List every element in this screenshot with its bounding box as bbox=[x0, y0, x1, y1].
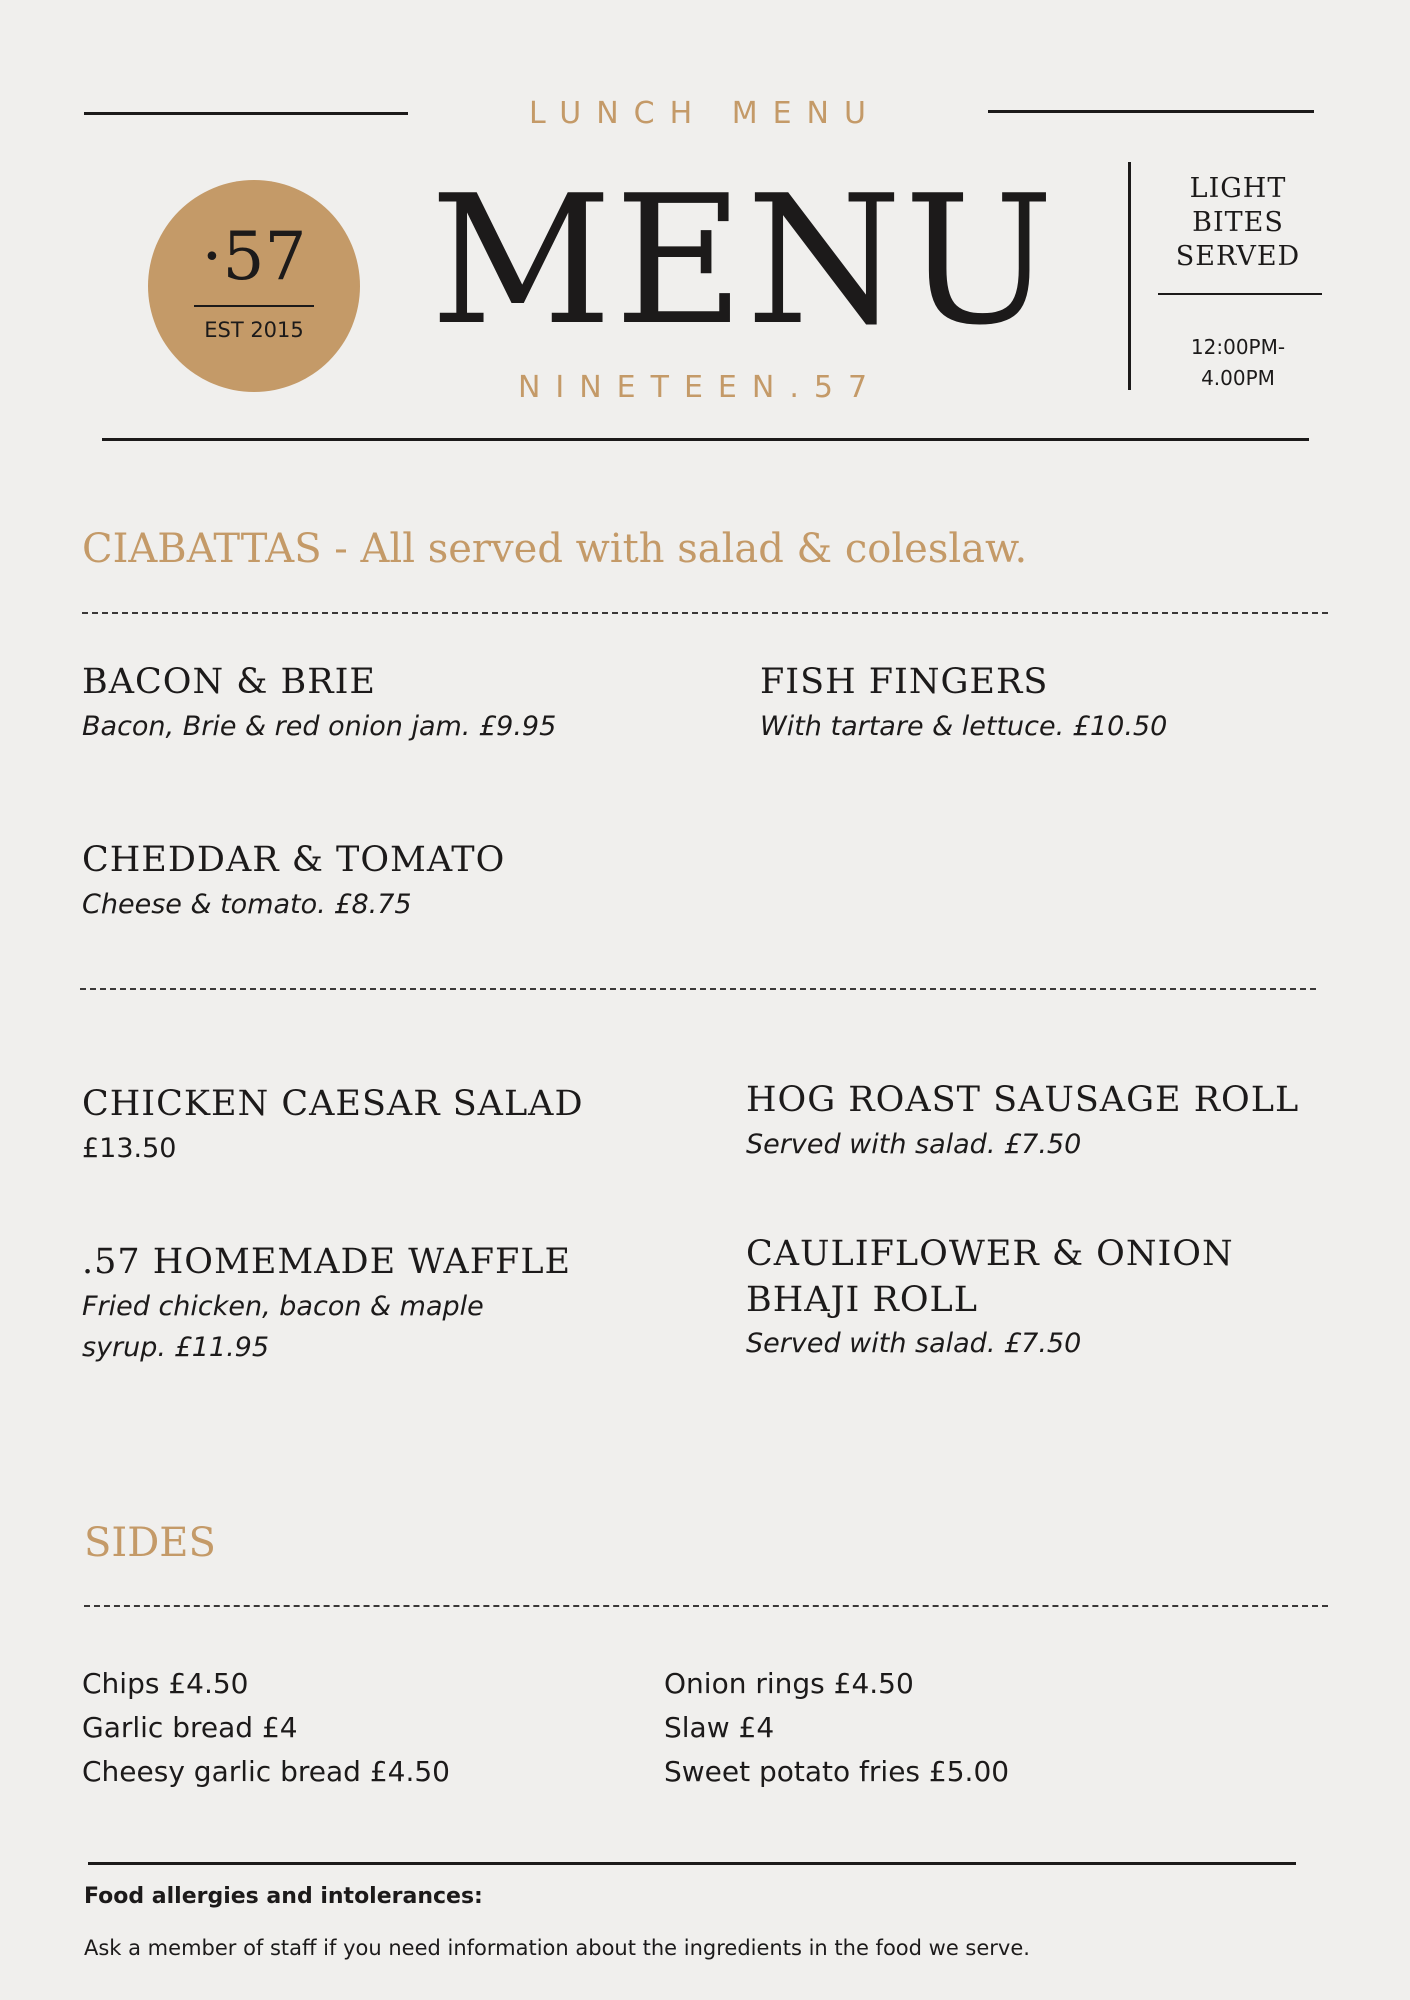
header-bottom-rule bbox=[102, 438, 1309, 441]
item-description: Cheese & tomato. £8.75 bbox=[82, 888, 412, 920]
side-item: Onion rings £4.50 bbox=[664, 1667, 914, 1700]
header-rule-left bbox=[84, 112, 408, 115]
allergy-text: Ask a member of staff if you need information about the ingredients in the food we serve. bbox=[84, 1936, 1030, 1960]
badge-divider bbox=[194, 305, 314, 307]
item-description-line: syrup. £11.95 bbox=[82, 1332, 270, 1364]
menu-item bbox=[746, 1232, 1366, 1365]
item-description: With tartare & lettuce. £10.50 bbox=[760, 710, 1168, 742]
footer-rule bbox=[88, 1862, 1296, 1865]
sides-list-right bbox=[664, 1662, 1264, 1794]
light-bites-line: BITES bbox=[1192, 207, 1284, 238]
side-item: Garlic bread £4 bbox=[82, 1711, 298, 1744]
menu-item bbox=[760, 660, 1360, 747]
section-divider bbox=[84, 1605, 1328, 1607]
item-description: Bacon, Brie & red onion jam. £9.95 bbox=[82, 710, 557, 742]
menu-item bbox=[82, 660, 722, 747]
est-badge bbox=[148, 180, 360, 392]
ciabattas-section-title: CIABATTAS - All served with salad & coleslaw. bbox=[82, 526, 1028, 572]
item-description: Served with salad. £7.50 bbox=[746, 1128, 1082, 1160]
hours-line: 12:00PM- bbox=[1190, 335, 1286, 359]
menu-item bbox=[82, 1240, 722, 1369]
item-name-line: BHAJI ROLL bbox=[746, 1279, 979, 1320]
item-name: .57 HOMEMADE WAFFLE bbox=[82, 1242, 572, 1282]
item-description: Served with salad. £7.50 bbox=[746, 1328, 1082, 1359]
header-rule-right bbox=[988, 110, 1314, 113]
sides-section-title: SIDES bbox=[84, 1520, 216, 1566]
badge-est: EST 2015 bbox=[204, 318, 304, 342]
side-item: Cheesy garlic bread £4.50 bbox=[82, 1755, 450, 1788]
menu-item bbox=[82, 838, 722, 925]
hours-line: 4.00PM bbox=[1201, 366, 1275, 390]
item-name: BACON & BRIE bbox=[82, 662, 376, 702]
badge-number: ·57 bbox=[201, 218, 307, 295]
sides-list-left bbox=[82, 1662, 642, 1794]
section-divider bbox=[82, 612, 1328, 614]
side-item: Sweet potato fries £5.00 bbox=[664, 1755, 1010, 1788]
item-name-line: CAULIFLOWER & ONION bbox=[746, 1234, 1234, 1274]
side-item: Chips £4.50 bbox=[82, 1667, 249, 1700]
item-name: FISH FINGERS bbox=[760, 662, 1049, 702]
item-name: CHICKEN CAESAR SALAD bbox=[82, 1084, 584, 1124]
menu-item bbox=[82, 1082, 722, 1169]
lunch-menu-label: LUNCH MENU bbox=[529, 96, 881, 131]
item-name: HOG ROAST SAUSAGE ROLL bbox=[746, 1080, 1300, 1120]
allergy-title: Food allergies and intolerances: bbox=[84, 1884, 483, 1909]
light-bites-line: LIGHT bbox=[1189, 173, 1287, 204]
page-title: MENU bbox=[430, 157, 1056, 364]
section-divider bbox=[80, 988, 1316, 990]
header-vertical-divider bbox=[1128, 162, 1131, 390]
item-price: £13.50 bbox=[82, 1132, 177, 1164]
item-name: CHEDDAR & TOMATO bbox=[82, 840, 506, 880]
hours-divider bbox=[1158, 293, 1322, 295]
serving-hours bbox=[1156, 332, 1320, 394]
restaurant-name: NINETEEN.57 bbox=[517, 370, 883, 405]
side-item: Slaw £4 bbox=[664, 1711, 775, 1744]
menu-item bbox=[746, 1078, 1366, 1165]
light-bites-label bbox=[1156, 172, 1320, 274]
light-bites-line: SERVED bbox=[1175, 241, 1301, 272]
item-description-line: Fried chicken, bacon & maple bbox=[82, 1290, 484, 1322]
